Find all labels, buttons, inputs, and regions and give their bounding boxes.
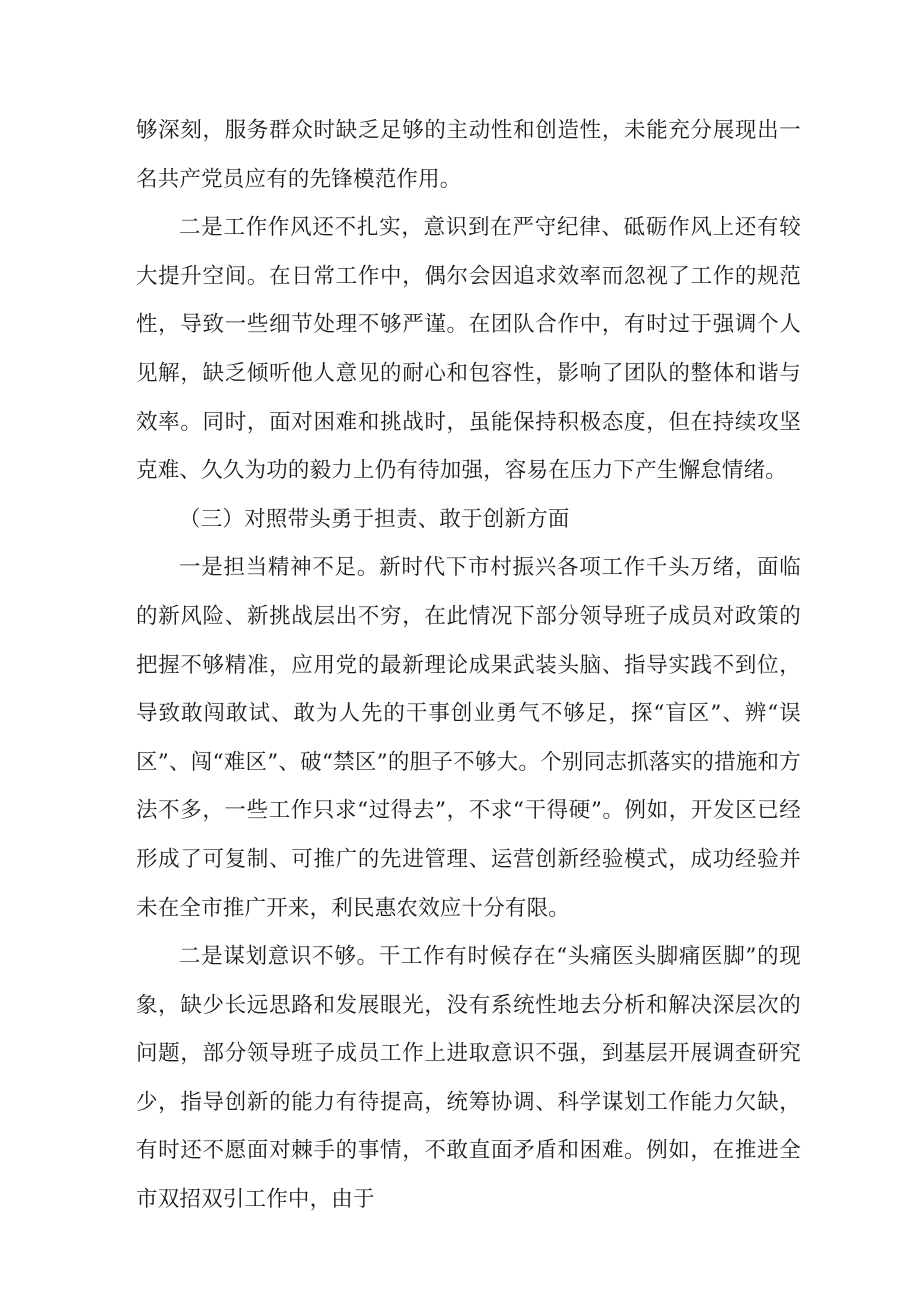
paragraph-planning: 二是谋划意识不够。干工作有时候存在“头痛医头脚痛医脚”的现象，缺少长远思路和发展眼光，没有系统性地去分析和解决深层次的问题，部分领导班子成员工作上进取意识不强，到基层开展调查研究少，指导创新的能力有待提高，统筹协调、科学谋划工作能力欠缺，有时还不愿面对棘手的事情，不敢直面矛盾和困难。例如，在推进全市双招双引工作中，由于 [136, 944, 801, 1213]
paragraph-continuation: 够深刻，服务群众时缺乏足够的主动性和创造性，未能充分展现出一名共产党员应有的先锋模范作用。 [136, 118, 801, 192]
document-body [136, 107, 801, 1225]
paragraph-work-style: 二是工作作风还不扎实，意识到在严守纪律、砥砺作风上还有较大提升空间。在日常工作中，偶尔会因追求效率而忽视了工作的规范性，导致一些细节处理不够严谨。在团队合作中，有时过于强调个人见解，缺乏倾听他人意见的耐心和包容性，影响了团队的整体和谐与效率。同时，面对困难和挑战时，虽能保持积极态度，但在持续攻坚克难、久久为功的毅力上仍有待加强，容易在压力下产生懈怠情绪。 [136, 215, 801, 484]
paragraph-responsibility: 一是担当精神不足。新时代下市村振兴各项工作千头万绪，面临的新风险、新挑战层出不穷，在此情况下部分领导班子成员对政策的把握不够精准，应用党的最新理论成果武装头脑、指导实践不到位，导致敢闯敢试、敢为人先的干事创业勇气不够足，探“盲区”、辨“误区”、闯“难区”、破“禁区”的胆子不够大。个别同志抓落实的措施和方法不多，一些工作只求“过得去”，不求“干得硬”。例如，开发区已经形成了可复制、可推广的先进管理、运营创新经验模式，成功经验并未在全市推广开来，利民惠农效应十分有限。 [136, 555, 801, 921]
section-heading: （三）对照带头勇于担责、敢于创新方面 [179, 506, 570, 532]
